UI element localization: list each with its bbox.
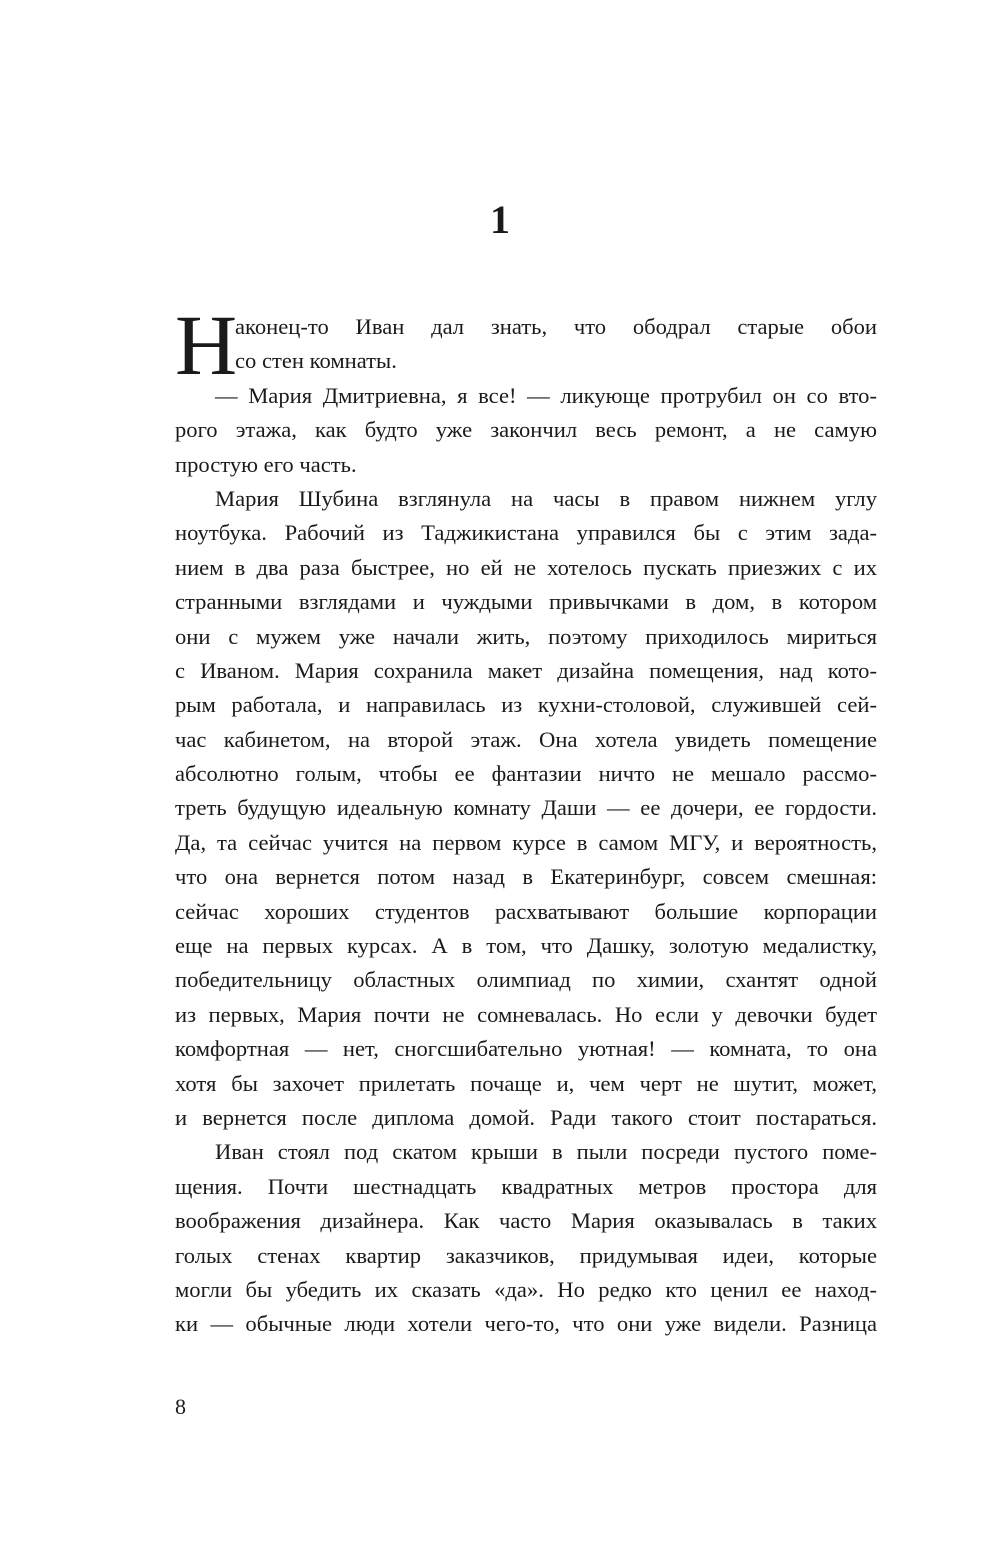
drop-cap: Н — [175, 297, 238, 393]
text-line: — Мария Дмитриевна, я все! — ликующе протрубил он со вто- — [215, 382, 877, 408]
text-line: хотя бы захочет прилетать почаще и, чем черт не шутит, может, — [175, 1070, 877, 1096]
text-line: нием в два раза быстрее, но ей не хотелось пускать приезжих с их — [175, 554, 877, 580]
text-line: аконец-то Иван дал знать, что ободрал старые обои — [235, 314, 877, 339]
text-line: ки — обычные люди хотели чего-то, что они уже видели. Разница — [175, 1311, 877, 1337]
body-text — [175, 297, 877, 1342]
text-line: что она вернется потом назад в Екатеринбург, совсем смешная: — [175, 864, 877, 890]
text-line: голых стенах квартир заказчиков, придумывая идеи, которые — [175, 1242, 877, 1268]
text-line: они с мужем уже начали жить, поэтому приходилось мириться — [175, 623, 877, 649]
text-line: воображения дизайнера. Как часто Мария оказывалась в таких — [175, 1208, 877, 1234]
text-line: щения. Почти шестнадцать квадратных метров простора для — [175, 1173, 877, 1199]
text-line: комфортная — нет, сногсшибательно уютная! — комната, то она — [175, 1036, 877, 1062]
text-line: еще на первых курсах. А в том, что Дашку, золотую медалистку, — [175, 933, 877, 959]
text-line: рого этажа, как будто уже закончил весь ремонт, а не самую — [175, 417, 877, 443]
page-number: 8 — [175, 1394, 186, 1419]
text-line: Мария Шубина взглянула на часы в правом нижнем углу — [215, 485, 877, 511]
text-line: и вернется после диплома домой. Ради такого стоит постараться. — [175, 1104, 877, 1130]
text-line: ноутбука. Рабочий из Таджикистана управился бы с этим зада- — [175, 520, 877, 546]
text-line: рым работала, и направилась из кухни-столовой, служившей сей- — [175, 692, 877, 718]
text-line: сейчас хороших студентов расхватывают большие корпорации — [175, 898, 877, 924]
text-line: победительницу областных олимпиад по химии, схантят одной — [175, 967, 877, 993]
text-line: час кабинетом, на второй этаж. Она хотела увидеть помещение — [175, 726, 877, 752]
text-line: Иван стоял под скатом крыши в пыли посреди пустого поме- — [215, 1139, 877, 1165]
text-line: с Иваном. Мария сохранила макет дизайна помещения, над кото- — [175, 657, 877, 683]
text-line: треть будущую идеальную комнату Даши — ее дочери, ее гордости. — [175, 795, 877, 821]
text-line: странными взглядами и чуждыми привычками в дом, в котором — [175, 589, 877, 615]
text-line: из первых, Мария почти не сомневалась. Но если у девочки будет — [175, 1001, 877, 1027]
text-line: со стен комнаты. — [235, 348, 397, 374]
text-line: Да, та сейчас учится на первом курсе в самом МГУ, и вероятность, — [175, 829, 877, 855]
text-line: могли бы убедить их сказать «да». Но редко кто ценил ее наход- — [175, 1276, 877, 1302]
chapter-number: 1 — [490, 197, 510, 242]
text-line: простую его часть. — [175, 451, 357, 477]
text-line: абсолютно голым, чтобы ее фантазии ничто не мешало рассмо- — [175, 761, 877, 787]
